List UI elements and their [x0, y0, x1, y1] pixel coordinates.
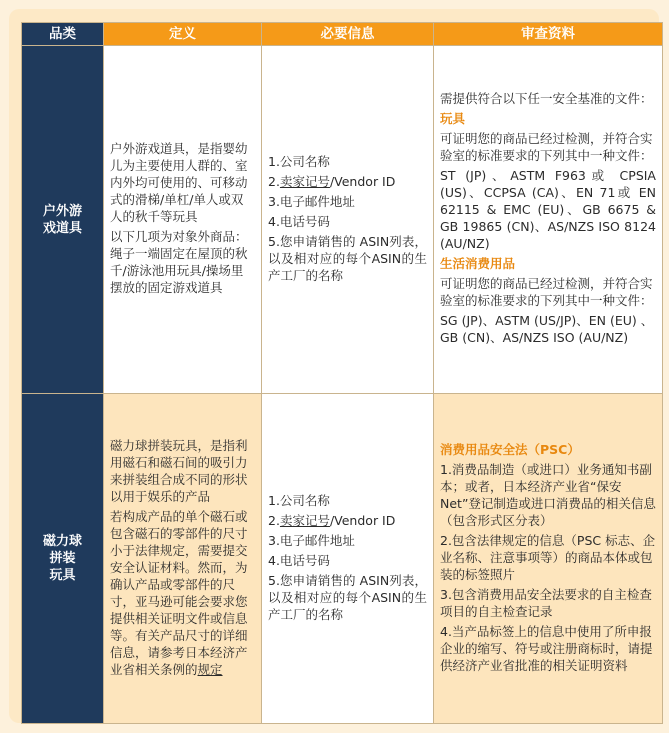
psc-item: 1.消费品制造（或进口）业务通知书副本；或者，日本经济产业省“保安 Net”登记制造或进口消费品的相关信息（包含形式区分表）: [440, 461, 656, 528]
header-category: 品类: [22, 23, 104, 46]
life-standards: SG (JP)、ASTM (US/JP)、EN (EU) 、GB (CN)、AS/NZS ISO (AU/NZ): [440, 313, 654, 345]
review-intro: 需提供符合以下任一安全基准的文件：: [440, 91, 653, 106]
requirements-table: [21, 22, 663, 724]
info-item: 5.您申请销售的 ASIN列表，以及相对应的每个ASIN的生产工厂的名称: [268, 233, 427, 283]
seller-code-link[interactable]: 卖家记号: [279, 512, 330, 528]
required-info-cell: [262, 46, 434, 394]
review-docs-cell: [434, 46, 663, 394]
info-item: [268, 173, 427, 190]
life-desc: 可证明您的商品已经过检测，并符合实验室的标准要求的下列其中一种文件：: [440, 276, 653, 308]
category-line: 戏道具: [42, 220, 82, 236]
info-item-number: 2.: [268, 512, 280, 528]
toy-title: 玩具: [440, 111, 466, 126]
category-cell: [22, 394, 104, 724]
header-row: [22, 23, 663, 46]
info-item-suffix: /Vendor ID: [329, 173, 396, 189]
regulation-link[interactable]: 规定: [197, 661, 223, 677]
header-definition: 定义: [104, 23, 262, 46]
psc-title: 消费用品安全法（PSC）: [440, 441, 580, 457]
info-item: [268, 512, 427, 529]
info-item-suffix: /Vendor ID: [329, 512, 396, 528]
definition-text: 磁力球拼装玩具，是指利用磁石和磁石间的吸引力来拼装组合成不同的形状以用于娱乐的产品: [110, 437, 248, 504]
life-title: 生活消费用品: [440, 256, 516, 271]
definition-exclusion: 以下几项为对象外商品：绳子一端固定在屋顶的秋千/游泳池用玩具/操场里摆放的固定游戏道具: [110, 229, 248, 295]
toy-desc: 可证明您的商品已经过检测，并符合实验室的标准要求的下列其中一种文件：: [440, 131, 653, 163]
psc-item: 4.当产品标签上的信息中使用了所申报企业的缩写、符号或注册商标时，请提供经济产业省批准的相关证明资料: [440, 623, 653, 673]
header-required-info: 必要信息: [262, 23, 434, 46]
info-item: 5.您申请销售的 ASIN列表，以及相对应的每个ASIN的生产工厂的名称: [268, 572, 427, 622]
definition-text: 户外游戏道具，是指婴幼儿为主要使用人群的、室内外均可使用的、可移动式的滑梯/单杠/单人或双人的秋千等玩具: [110, 141, 248, 224]
toy-standards: ST (JP)、ASTM F963或 CPSIA (US)、CCPSA (CA)、EN 71或 EN 62115 & EMC (EU)、GB 6675 & GB 19865 (CN)、AS/NZS ISO 8124 (AU/NZ): [440, 168, 656, 251]
definition-cell: [104, 46, 262, 394]
category-line: 户外游: [42, 203, 82, 219]
info-item: 3.电子邮件地址: [268, 193, 355, 209]
definition-size-text: 若构成产品的单个磁石或包含磁石的零部件的尺寸小于法律规定，需要提交安全认证材料。然而，为确认产品或零部件的尺寸，亚马逊可能会要求您提供相关证明文件或信息等。有关产品尺寸的详细信息，请参考日本经济产业省相关条例的: [110, 508, 248, 677]
table-row: [22, 394, 663, 724]
info-item: 4.电话号码: [268, 213, 330, 229]
definition-size-note: [110, 508, 255, 678]
category-line: 拼装: [49, 551, 76, 566]
info-item-number: 2.: [268, 173, 280, 189]
table-frame: [9, 9, 659, 723]
definition-cell: [104, 394, 262, 724]
required-info-cell: [262, 394, 434, 724]
review-docs-cell: [434, 394, 663, 724]
info-item: 1.公司名称: [268, 153, 330, 169]
table-row: [22, 46, 663, 394]
psc-item: 3.包含消费用品安全法要求的自主检查项目的自主检查记录: [440, 586, 652, 619]
info-item: 3.电子邮件地址: [268, 532, 355, 548]
info-item: 4.电话号码: [268, 552, 330, 568]
header-review-docs: 审查资料: [434, 23, 663, 46]
category-line: 磁力球: [42, 534, 82, 549]
seller-code-link[interactable]: 卖家记号: [279, 173, 330, 189]
info-item: 1.公司名称: [268, 492, 330, 508]
category-line: 玩具: [49, 568, 76, 583]
psc-item: 2.包含法律规定的信息（PSC 标志、企业名称、注意事项等）的商品本体或包装的标签照片: [440, 532, 656, 582]
category-cell: [22, 46, 104, 394]
